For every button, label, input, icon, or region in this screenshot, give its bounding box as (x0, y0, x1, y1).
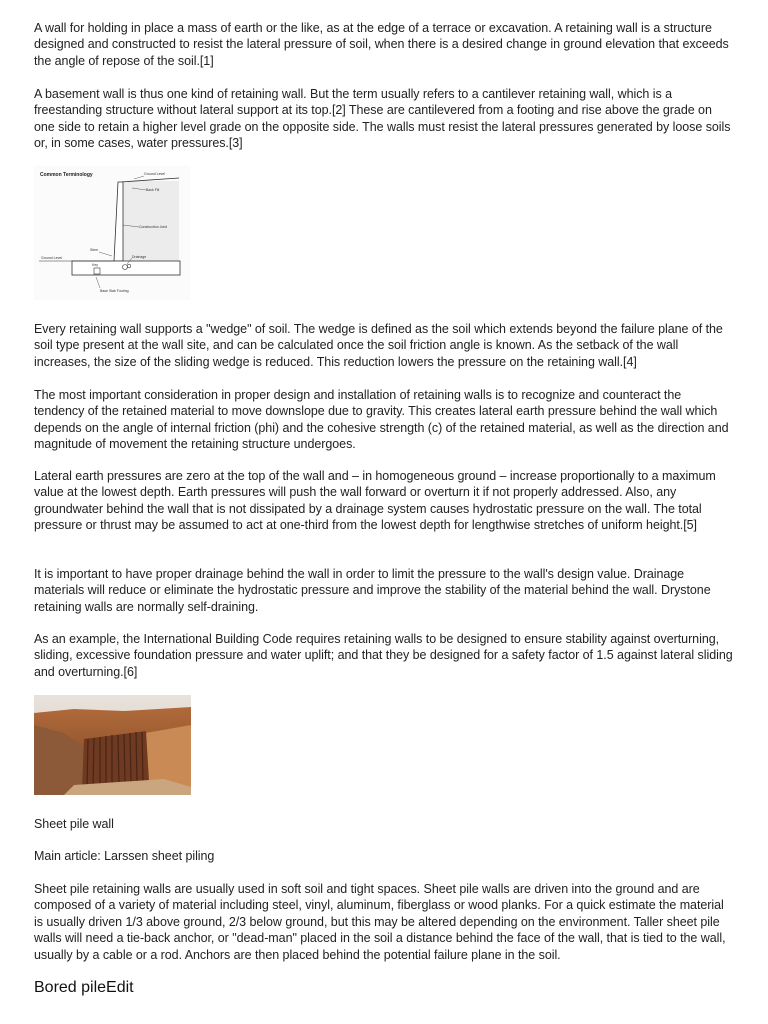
paragraph: It is important to have proper drainage behind the wall in order to limit the pressure to the wall's design value. Drainage materials will reduce or eliminate the hydrostatic pressure and improve the stability of the material behind the wall. Drystone retaining walls are normally self-draining. (34, 567, 711, 614)
paragraph: A wall for holding in place a mass of earth or the like, as at the edge of a terrace or excavation. A retaining wall is a structure designed and constructed to resist the lateral pressure of soil, when there is a desired change in ground elevation that exceeds the angle of repose of the soil.[1] (34, 21, 729, 68)
retaining-wall-terminology-diagram (34, 166, 190, 300)
paragraph: Every retaining wall supports a "wedge" of soil. The wedge is defined as the soil which extends beyond the failure plane of the soil type present at the wall site, and can be calculated once the soil friction angle is known. As the setback of the wall increases, the size of the sliding wedge is reduced. This reduction lowers the pressure on the retaining wall.[4] (34, 322, 723, 369)
paragraph: A basement wall is thus one kind of retaining wall. But the term usually refers to a cantilever retaining wall, which is a freestanding structure without lateral support at its top.[2] These are cantilevered from a footing and rise above the grade on one side to retain a higher level grade on the opposite side. The walls must resist the lateral pressures generated by loose soils or, in some cases, water pressures.[3] (34, 87, 731, 151)
main-article-link[interactable]: Main article: Larssen sheet piling (34, 849, 215, 863)
paragraph: As an example, the International Building Code requires retaining walls to be designed to ensure stability against overturning, sliding, excessive foundation pressure and water uplift; and that they be designed for a safety factor of 1.5 against lateral sliding and overturning.[6] (34, 632, 733, 679)
ground-level-label: Ground Level (41, 256, 63, 260)
footing-label: Base Slab Footing (100, 289, 129, 293)
section-heading: Bored pileEdit (34, 979, 134, 996)
drainage-label: Drainage (132, 255, 147, 259)
key-label: Key (92, 263, 99, 267)
backfill-label: Back Fill (146, 188, 160, 192)
figure-caption: Sheet pile wall (34, 817, 114, 831)
stem-label: Stem (90, 248, 99, 252)
diagram-title: Common Terminology (40, 172, 93, 178)
paragraph: Lateral earth pressures are zero at the top of the wall and – in homogeneous ground – increase proportionally to a maximum value at the lowest depth. Earth pressures will push the wall forward or overturn it if not properly addressed. Also, any groundwater behind the wall that is not dissipated by a drainage system causes hydrostatic pressure on the wall. The total pressure or thrust may be assumed to act at one-third from the lowest depth for lengthwise stretches of uniform height.[5] (34, 469, 716, 533)
paragraph: Sheet pile retaining walls are usually used in soft soil and tight spaces. Sheet pile walls are driven into the ground and are composed of a variety of material including steel, vinyl, aluminum, fiberglass or wood planks. For a quick estimate the material is usually driven 1/3 above ground, 2/3 below ground, but this may be altered depending on the environment. Taller sheet pile walls will need a tie-back anchor, or "dead-man" placed in the soil a distance behind the face of the wall, that is tied to the wall, usually by a cable or a rod. Anchors are then placed behind the potential failure plane in the soil. (34, 882, 726, 962)
ground-level-top-label: Ground Level (144, 172, 166, 176)
paragraph: The most important consideration in proper design and installation of retaining walls is to recognize and counteract the tendency of the retained material to move downslope due to gravity. This creates lateral earth pressure behind the wall which depends on the angle of internal friction (phi) and the cohesive strength (c) of the retained material, as well as the direction and magnitude of movement the retaining structure undergoes. (34, 388, 729, 452)
sheet-pile-wall-photo (34, 695, 191, 795)
construction-joint-label: Construction Joint (139, 225, 168, 229)
